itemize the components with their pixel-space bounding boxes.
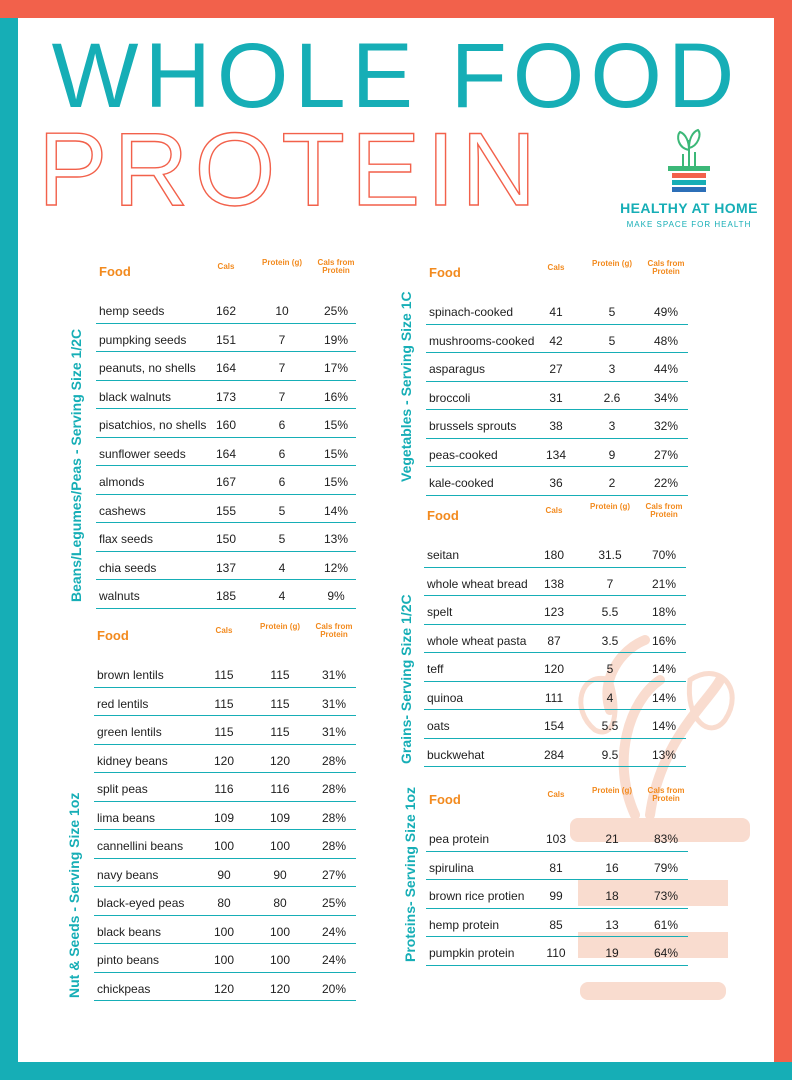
- cals-from-protein-value: 31%: [321, 668, 347, 682]
- table-row: [96, 381, 356, 410]
- food-name: green lentils: [97, 725, 162, 739]
- table-row: [426, 410, 688, 439]
- protein-value: 120: [269, 981, 291, 996]
- table-row: [424, 596, 686, 625]
- table-row: [96, 352, 356, 381]
- food-name: whole wheat pasta: [427, 633, 527, 648]
- cals-from-protein-value: 19%: [323, 332, 349, 347]
- cals-from-protein-value: 44%: [653, 362, 679, 376]
- plant-pot-icon: [666, 128, 712, 196]
- protein-value: 5: [608, 305, 616, 319]
- header-cals-from-protein: Cals from Protein: [645, 502, 683, 520]
- cals-from-protein-value: 14%: [651, 719, 677, 733]
- cals-value: 120: [213, 981, 235, 996]
- table-row: [424, 625, 686, 654]
- cals-value: 116: [214, 782, 234, 796]
- table-proteins: [426, 783, 688, 966]
- table-header: [426, 783, 688, 823]
- cals-value: 185: [215, 589, 237, 603]
- food-name: pea protein: [429, 832, 490, 846]
- cals-from-protein-value: 13%: [323, 532, 349, 546]
- table-row: [94, 887, 356, 916]
- top-border: [0, 0, 792, 18]
- protein-value: 18: [605, 889, 619, 903]
- corner-accent: [0, 0, 18, 18]
- protein-value: 19: [605, 946, 619, 960]
- header-protein: Protein (g): [592, 786, 632, 795]
- food-name: chia seeds: [99, 560, 157, 575]
- cals-from-protein-value: 24%: [321, 924, 347, 939]
- protein-value: 7: [278, 361, 286, 375]
- cals-value: 100: [213, 924, 235, 939]
- cals-value: 42: [549, 333, 563, 348]
- cals-value: 164: [215, 361, 237, 375]
- table-row: [94, 859, 356, 888]
- table-row: [424, 682, 686, 711]
- header-food: Food: [97, 628, 129, 643]
- cals-value: 154: [543, 719, 565, 733]
- header-cals-from-protein: Cals from Protein: [647, 259, 685, 277]
- cals-value: 110: [546, 946, 566, 960]
- food-name: pinto beans: [97, 953, 160, 967]
- protein-value: 6: [278, 475, 286, 489]
- section-label-grains: Grains- Serving Size 1/2C: [398, 594, 414, 764]
- cals-value: 27: [549, 362, 563, 376]
- brand-tagline: MAKE SPACE FOR HEALTH: [626, 220, 752, 229]
- cals-value: 31: [549, 390, 563, 405]
- table-row: [424, 539, 686, 568]
- header-protein: Protein (g): [590, 502, 630, 511]
- food-name: spirulina: [429, 860, 474, 875]
- protein-value: 5: [278, 532, 286, 546]
- cals-from-protein-value: 17%: [323, 361, 349, 375]
- header-cals: Cals: [217, 262, 235, 271]
- cals-from-protein-value: 70%: [651, 548, 677, 562]
- cals-value: 115: [214, 696, 234, 711]
- food-name: pumpkin protein: [429, 946, 515, 960]
- cals-from-protein-value: 15%: [323, 418, 349, 432]
- food-name: teff: [427, 662, 444, 676]
- protein-value: 100: [269, 953, 291, 967]
- table-nuts: [96, 255, 356, 609]
- table-row: [426, 325, 688, 354]
- table-row: [426, 852, 688, 881]
- protein-value: 120: [269, 753, 291, 768]
- protein-value: 21: [605, 832, 619, 846]
- food-name: cannellini beans: [97, 839, 184, 853]
- header-cals-from-protein: Cals from Protein: [315, 622, 353, 640]
- cals-from-protein-value: 31%: [321, 725, 347, 739]
- cals-value: 85: [549, 917, 563, 932]
- cals-from-protein-value: 15%: [323, 446, 349, 461]
- table-row: [426, 909, 688, 938]
- table-header: [426, 256, 688, 296]
- cals-from-protein-value: 28%: [321, 782, 347, 796]
- protein-value: 5.5: [601, 719, 619, 733]
- cals-value: 100: [213, 953, 235, 967]
- cals-value: 115: [214, 725, 234, 739]
- cals-value: 173: [215, 389, 237, 404]
- table-row: [426, 880, 688, 909]
- protein-value: 5.5: [601, 605, 619, 619]
- header-food: Food: [429, 265, 461, 280]
- table-row: [96, 523, 356, 552]
- food-name: whole wheat bread: [427, 576, 528, 591]
- cals-value: 123: [543, 605, 565, 619]
- food-name: asparagus: [429, 362, 486, 376]
- protein-value: 4: [278, 589, 286, 603]
- food-name: brown lentils: [97, 668, 164, 682]
- cals-value: 150: [215, 532, 237, 546]
- food-name: cashews: [99, 503, 146, 518]
- header-cals: Cals: [547, 790, 565, 799]
- table-vegetables: [426, 256, 688, 496]
- food-name: kidney beans: [97, 753, 168, 768]
- food-name: navy beans: [97, 867, 159, 882]
- protein-value: 9: [608, 447, 616, 462]
- protein-value: 109: [269, 810, 291, 825]
- cals-value: 167: [215, 475, 237, 489]
- protein-value: 13: [605, 917, 619, 932]
- protein-value: 9.5: [601, 747, 619, 762]
- cals-from-protein-value: 21%: [651, 576, 677, 591]
- cals-value: 36: [549, 476, 563, 490]
- food-name: pisatchios, no shells: [99, 418, 207, 432]
- cals-from-protein-value: 16%: [651, 633, 677, 648]
- cals-from-protein-value: 18%: [651, 605, 677, 619]
- protein-value: 2: [608, 476, 616, 490]
- section-label-nuts: Beans/Legumes/Peas - Serving Size 1/2C: [68, 328, 84, 602]
- table-row: [94, 944, 356, 973]
- table-row: [426, 937, 688, 966]
- cals-from-protein-value: 32%: [653, 419, 679, 433]
- cals-from-protein-value: 13%: [651, 747, 677, 762]
- protein-value: 7: [278, 332, 286, 347]
- right-border: [774, 0, 792, 1080]
- section-label-beans: Nut & Seeds - Serving Size 1oz: [66, 792, 82, 998]
- cals-value: 284: [543, 747, 565, 762]
- protein-value: 116: [270, 782, 290, 796]
- table-row: [94, 802, 356, 831]
- food-name: black-eyed peas: [97, 896, 185, 910]
- cals-value: 80: [217, 896, 231, 910]
- header-food: Food: [99, 264, 131, 279]
- food-name: quinoa: [427, 690, 464, 705]
- food-name: oats: [427, 719, 450, 733]
- cals-from-protein-value: 48%: [653, 333, 679, 348]
- table-beans: [94, 619, 356, 1001]
- table-row: [96, 295, 356, 324]
- table-row: [424, 710, 686, 739]
- cals-from-protein-value: 12%: [323, 560, 349, 575]
- cals-value: 100: [213, 839, 235, 853]
- protein-value: 90: [273, 867, 287, 882]
- food-name: buckwehat: [427, 747, 485, 762]
- table-row: [94, 773, 356, 802]
- food-name: brussels sprouts: [429, 419, 517, 433]
- cals-value: 180: [543, 548, 565, 562]
- cals-value: 81: [549, 860, 563, 875]
- cals-value: 120: [543, 662, 565, 676]
- cals-from-protein-value: 20%: [321, 981, 347, 996]
- food-name: brown rice protien: [429, 889, 525, 903]
- protein-value: 2.6: [603, 390, 621, 405]
- protein-value: 6: [278, 418, 286, 432]
- food-name: sunflower seeds: [99, 446, 186, 461]
- protein-value: 4: [606, 690, 614, 705]
- cals-from-protein-value: 61%: [653, 917, 679, 932]
- protein-value: 115: [270, 668, 290, 682]
- cals-from-protein-value: 64%: [653, 946, 679, 960]
- protein-value: 10: [275, 304, 289, 318]
- table-row: [96, 495, 356, 524]
- table-row: [96, 409, 356, 438]
- protein-value: 7: [278, 389, 286, 404]
- cals-from-protein-value: 22%: [653, 476, 679, 490]
- cals-value: 103: [545, 832, 567, 846]
- cals-from-protein-value: 49%: [653, 305, 679, 319]
- cals-value: 111: [544, 690, 564, 705]
- brand-logo: [616, 128, 762, 232]
- table-row: [424, 568, 686, 597]
- food-name: pumpking seeds: [99, 332, 187, 347]
- cals-from-protein-value: 14%: [651, 690, 677, 705]
- food-name: hemp seeds: [99, 304, 165, 318]
- header-cals: Cals: [547, 263, 565, 272]
- food-name: lima beans: [97, 810, 156, 825]
- table-row: [94, 916, 356, 945]
- cals-from-protein-value: 73%: [653, 889, 679, 903]
- table-row: [424, 739, 686, 768]
- food-name: kale-cooked: [429, 476, 494, 490]
- table-row: [96, 580, 356, 609]
- table-row: [96, 438, 356, 467]
- protein-value: 3: [608, 419, 616, 433]
- title-line-1: WHOLE FOOD: [51, 25, 741, 127]
- cals-from-protein-value: 15%: [323, 475, 349, 489]
- protein-value: 16: [605, 860, 619, 875]
- protein-value: 3: [608, 362, 616, 376]
- cals-from-protein-value: 28%: [321, 810, 347, 825]
- table-row: [426, 467, 688, 496]
- food-name: flax seeds: [99, 532, 154, 546]
- table-row: [96, 466, 356, 495]
- cals-from-protein-value: 34%: [653, 390, 679, 405]
- cals-from-protein-value: 9%: [327, 589, 345, 603]
- food-name: black walnuts: [99, 389, 172, 404]
- cals-value: 87: [547, 633, 561, 648]
- cals-from-protein-value: 14%: [651, 662, 677, 676]
- protein-value: 7: [606, 576, 614, 591]
- protein-value: 5: [608, 333, 616, 348]
- food-name: peanuts, no shells: [99, 361, 196, 375]
- cals-value: 155: [215, 503, 237, 518]
- table-header: [94, 619, 356, 659]
- bottom-border: [0, 1062, 792, 1080]
- protein-value: 5: [606, 662, 614, 676]
- food-name: spelt: [427, 605, 453, 619]
- table-row: [426, 296, 688, 325]
- table-row: [94, 745, 356, 774]
- protein-value: 4: [278, 560, 286, 575]
- header-food: Food: [429, 792, 461, 807]
- cals-from-protein-value: 24%: [321, 953, 347, 967]
- protein-value: 100: [269, 839, 291, 853]
- table-row: [94, 716, 356, 745]
- table-header: [96, 255, 356, 295]
- header-cals-from-protein: Cals from Protein: [647, 786, 685, 804]
- cals-value: 162: [215, 304, 237, 318]
- food-name: split peas: [97, 782, 148, 796]
- food-name: red lentils: [97, 696, 149, 711]
- cals-value: 134: [545, 447, 567, 462]
- cals-from-protein-value: 28%: [321, 839, 347, 853]
- cals-value: 115: [214, 668, 234, 682]
- header-food: Food: [427, 508, 459, 523]
- table-row: [426, 823, 688, 852]
- cals-from-protein-value: 79%: [653, 860, 679, 875]
- cals-from-protein-value: 25%: [323, 304, 349, 318]
- header-cals: Cals: [545, 506, 563, 515]
- protein-value: 80: [273, 896, 287, 910]
- cals-value: 151: [215, 332, 237, 347]
- cals-from-protein-value: 27%: [321, 867, 347, 882]
- food-name: hemp protein: [429, 917, 500, 932]
- protein-value: 6: [278, 446, 286, 461]
- cals-from-protein-value: 14%: [323, 503, 349, 518]
- header-protein: Protein (g): [260, 622, 300, 631]
- table-row: [96, 324, 356, 353]
- cals-from-protein-value: 16%: [323, 389, 349, 404]
- table-row: [426, 382, 688, 411]
- table-row: [94, 688, 356, 717]
- header-cals: Cals: [215, 626, 233, 635]
- table-row: [96, 552, 356, 581]
- cals-value: 120: [213, 753, 235, 768]
- cals-from-protein-value: 31%: [321, 696, 347, 711]
- table-row: [424, 653, 686, 682]
- table-row: [426, 439, 688, 468]
- table-row: [94, 830, 356, 859]
- cals-value: 99: [549, 889, 563, 903]
- cals-from-protein-value: 83%: [653, 832, 679, 846]
- brand-name: HEALTHY AT HOME: [620, 200, 758, 216]
- cals-value: 41: [549, 305, 563, 319]
- section-label-proteins: Proteins- Serving Size 1oz: [402, 786, 418, 962]
- table-header: [424, 499, 686, 539]
- cals-from-protein-value: 27%: [653, 447, 679, 462]
- table-row: [426, 353, 688, 382]
- section-label-vegetables: Vegetables - Serving Size 1C: [398, 291, 414, 482]
- protein-value: 100: [269, 924, 291, 939]
- cals-from-protein-value: 28%: [321, 753, 347, 768]
- food-name: almonds: [99, 475, 145, 489]
- cals-value: 160: [215, 418, 237, 432]
- food-name: black beans: [97, 924, 162, 939]
- cals-value: 109: [213, 810, 235, 825]
- table-row: [94, 659, 356, 688]
- cals-from-protein-value: 25%: [321, 896, 347, 910]
- food-name: seitan: [427, 548, 460, 562]
- food-name: chickpeas: [97, 981, 151, 996]
- title-line-2: PROTEIN: [38, 112, 543, 228]
- cals-value: 137: [215, 560, 237, 575]
- protein-value: 5: [278, 503, 286, 518]
- protein-value: 3.5: [601, 633, 619, 648]
- table-row: [94, 973, 356, 1002]
- cals-value: 164: [215, 446, 237, 461]
- header-protein: Protein (g): [592, 259, 632, 268]
- table-grains: [424, 499, 686, 767]
- food-name: mushrooms-cooked: [429, 333, 535, 348]
- left-border: [0, 0, 18, 1080]
- protein-value: 115: [270, 725, 290, 739]
- food-name: peas-cooked: [429, 447, 498, 462]
- header-protein: Protein (g): [262, 258, 302, 267]
- protein-value: 31.5: [598, 548, 622, 562]
- cals-value: 138: [543, 576, 565, 591]
- food-name: walnuts: [99, 589, 140, 603]
- protein-value: 115: [270, 696, 290, 711]
- food-name: spinach-cooked: [429, 305, 514, 319]
- food-name: broccoli: [429, 390, 471, 405]
- cals-value: 38: [549, 419, 563, 433]
- header-cals-from-protein: Cals from Protein: [317, 258, 355, 276]
- cals-value: 90: [217, 867, 231, 882]
